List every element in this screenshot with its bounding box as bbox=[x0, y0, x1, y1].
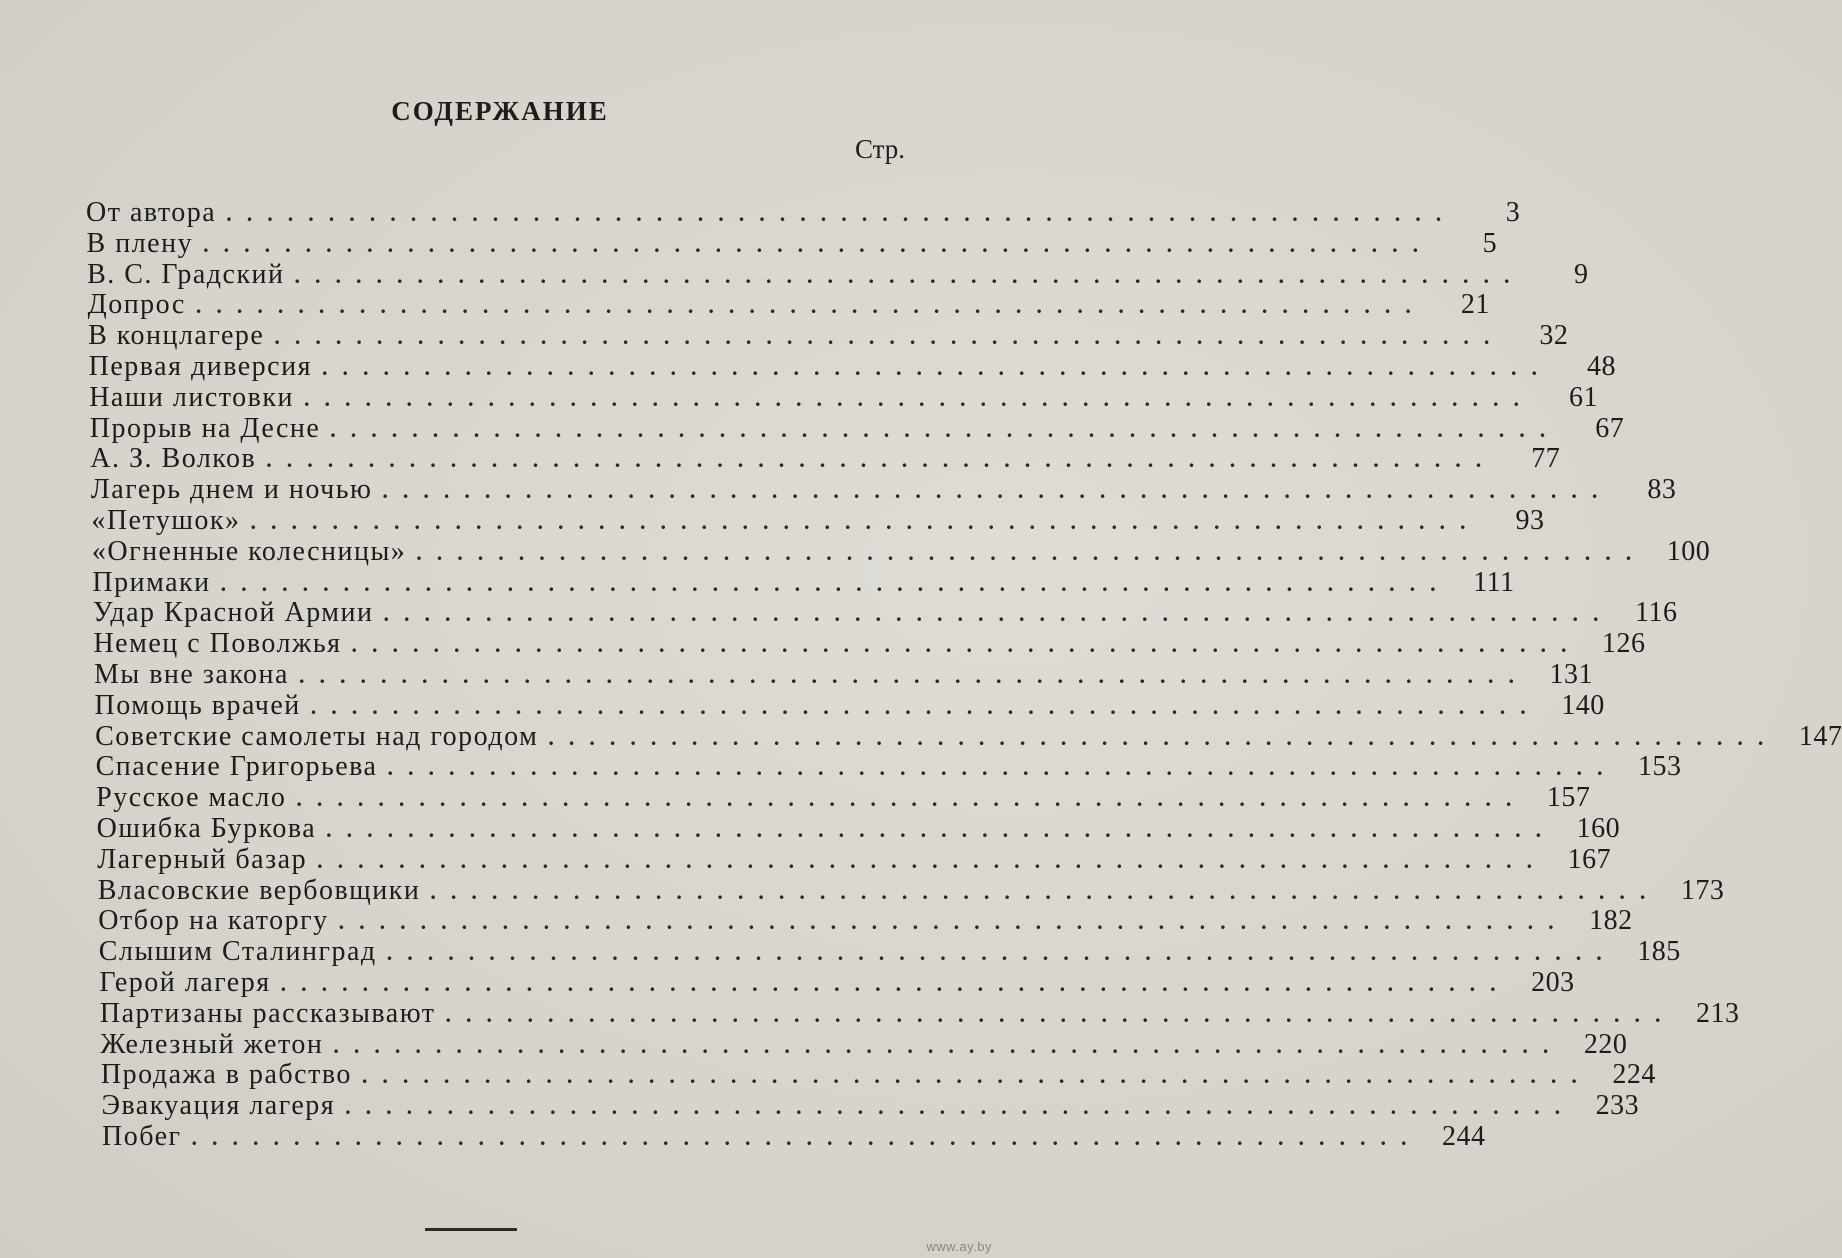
toc-entry-page: 61 bbox=[1568, 381, 1598, 413]
toc-entry-title: Допрос bbox=[87, 289, 186, 321]
dot-leader: ............................................................ bbox=[330, 416, 1561, 442]
toc-entry-page: 233 bbox=[1595, 1090, 1640, 1122]
toc-entry-title: Удар Красной Армии bbox=[92, 597, 374, 629]
toc-entry bbox=[86, 197, 1521, 228]
toc-entry bbox=[100, 1028, 1628, 1060]
toc-entry-page: 3 bbox=[1505, 197, 1521, 228]
toc-entry bbox=[90, 443, 1561, 475]
dot-leader: ............................................................ bbox=[250, 509, 1481, 534]
toc-entry bbox=[93, 628, 1646, 660]
dot-leader: ............................................................ bbox=[416, 539, 1647, 565]
toc-entry-page: 83 bbox=[1647, 474, 1677, 506]
toc-entry-title: «Петушок» bbox=[91, 505, 241, 536]
toc-entry bbox=[88, 320, 1569, 352]
toc-entry bbox=[89, 381, 1598, 413]
toc-entry-page: 244 bbox=[1442, 1121, 1486, 1152]
dot-leader: ............................................................ bbox=[274, 324, 1505, 350]
toc-entry-page: 140 bbox=[1561, 689, 1605, 721]
site-watermark: www.ay.by bbox=[926, 1239, 992, 1254]
dot-leader: ............................................................ bbox=[220, 570, 1451, 596]
toc-entry bbox=[96, 813, 1621, 844]
bottom-rule bbox=[425, 1228, 517, 1231]
toc-entry-title: Лагерный базар bbox=[97, 843, 308, 875]
toc-entry-page: 167 bbox=[1567, 843, 1612, 875]
toc-entry-page: 224 bbox=[1612, 1059, 1656, 1091]
toc-entry-title: Партизаны рассказывают bbox=[99, 997, 436, 1029]
toc-entry bbox=[99, 997, 1740, 1029]
toc-entry bbox=[94, 659, 1593, 690]
toc-entry-title: В концлагере bbox=[88, 320, 265, 352]
toc-entry-title: Продажа в рабство bbox=[100, 1059, 352, 1091]
dot-leader: ............................................................ bbox=[345, 1094, 1576, 1120]
toc-entry-page: 157 bbox=[1546, 782, 1591, 814]
toc-entry-page: 147 bbox=[1798, 720, 1842, 752]
toc-entry bbox=[89, 412, 1625, 444]
dot-leader: ............................................................ bbox=[430, 878, 1661, 904]
page-column-label: Стр. bbox=[854, 134, 905, 164]
toc-entry-page: 93 bbox=[1515, 505, 1545, 536]
toc-entry-title: Отбор на каторгу bbox=[98, 905, 329, 937]
toc-entry-title: Власовские вербовщики bbox=[97, 874, 421, 906]
dot-leader: ............................................................ bbox=[191, 1125, 1422, 1150]
toc-entry-title: Эвакуация лагеря bbox=[101, 1090, 336, 1122]
dot-leader: ............................................................ bbox=[303, 385, 1534, 411]
toc-entry bbox=[86, 227, 1498, 259]
toc-entry-page: 32 bbox=[1539, 320, 1569, 352]
toc-entry-page: 213 bbox=[1695, 997, 1740, 1029]
toc-entry-page: 116 bbox=[1635, 597, 1678, 629]
toc-entry-title: Лагерь днем и ночью bbox=[90, 474, 373, 506]
page-title: СОДЕРЖАНИЕ bbox=[391, 96, 609, 126]
toc-entry bbox=[92, 597, 1678, 629]
toc-entry-page: 182 bbox=[1589, 905, 1633, 937]
toc-entry bbox=[91, 505, 1545, 536]
toc-entry-title: Советские самолеты над городом bbox=[95, 720, 539, 752]
toc-entry bbox=[98, 905, 1633, 937]
toc-entry bbox=[92, 566, 1515, 598]
toc-entry-title: Наши листовки bbox=[89, 381, 294, 413]
toc-entry-page: 48 bbox=[1586, 351, 1616, 382]
dot-leader: ............................................................ bbox=[361, 1063, 1592, 1089]
toc-entry bbox=[87, 289, 1490, 321]
toc-entry bbox=[95, 720, 1842, 752]
toc-entry bbox=[98, 936, 1681, 968]
toc-entry-title: В плену bbox=[86, 227, 194, 259]
dot-leader: ............................................................ bbox=[548, 724, 1779, 750]
toc-entry-title: Железный жетон bbox=[100, 1028, 324, 1060]
toc-entry-title: Спасение Григорьева bbox=[95, 751, 378, 783]
toc-entry bbox=[101, 1090, 1640, 1122]
dot-leader: ............................................................ bbox=[321, 355, 1552, 380]
toc-entry-title: Прорыв на Десне bbox=[89, 412, 321, 444]
toc-entry-title: Слышим Сталинград bbox=[98, 936, 377, 968]
toc-entry-page: 173 bbox=[1680, 874, 1725, 906]
toc-entry bbox=[96, 782, 1591, 814]
toc-entry-page: 100 bbox=[1666, 535, 1711, 567]
toc-entry-page: 21 bbox=[1460, 289, 1490, 321]
toc-entry-title: Русское масло bbox=[96, 782, 287, 814]
dot-leader: ............................................................ bbox=[445, 1001, 1676, 1027]
toc-entry-page: 77 bbox=[1531, 443, 1561, 475]
dot-leader: ............................................................ bbox=[333, 1032, 1564, 1058]
toc-entry bbox=[100, 1059, 1656, 1091]
toc-entry-title: Мы вне закона bbox=[94, 659, 289, 690]
toc-entry bbox=[97, 874, 1725, 906]
toc-entry-page: 185 bbox=[1637, 936, 1681, 968]
dot-leader: ............................................................ bbox=[317, 847, 1548, 873]
dot-leader: ............................................................ bbox=[338, 909, 1569, 935]
toc-entry-page: 131 bbox=[1549, 659, 1593, 690]
dot-leader: ............................................................ bbox=[298, 663, 1529, 688]
toc-entry bbox=[97, 843, 1612, 875]
toc-entry-page: 5 bbox=[1482, 227, 1498, 259]
toc-entry-page: 203 bbox=[1531, 967, 1575, 998]
toc-entry bbox=[102, 1121, 1486, 1152]
toc-entry bbox=[95, 751, 1682, 783]
toc-entry-title: Помощь врачей bbox=[94, 689, 301, 721]
toc-entry-title: «Огненные колесницы» bbox=[91, 535, 407, 567]
toc-entry bbox=[88, 351, 1616, 382]
dot-leader: ............................................................ bbox=[382, 478, 1613, 504]
toc-entry-title: А. З. Волков bbox=[90, 443, 257, 475]
dot-leader: ............................................................ bbox=[387, 755, 1618, 781]
dot-leader: ............................................................ bbox=[203, 231, 1434, 257]
toc-entry bbox=[99, 967, 1575, 998]
toc-entry-page: 126 bbox=[1602, 628, 1646, 660]
dot-leader: ............................................................ bbox=[195, 293, 1426, 319]
toc-entry-title: От автора bbox=[86, 197, 217, 228]
toc-entry-title: Примаки bbox=[92, 566, 211, 598]
dot-leader: ............................................................ bbox=[351, 632, 1582, 658]
dot-leader: ............................................................ bbox=[326, 817, 1557, 842]
toc-entry-page: 9 bbox=[1574, 258, 1589, 290]
toc-entry-page: 111 bbox=[1473, 566, 1515, 598]
toc-entry-title: Первая диверсия bbox=[88, 351, 312, 382]
toc-entry-page: 220 bbox=[1583, 1028, 1628, 1060]
dot-leader: ............................................................ bbox=[296, 786, 1527, 812]
toc-entry-title: Герой лагеря bbox=[99, 967, 271, 998]
dot-leader: ............................................................ bbox=[386, 940, 1617, 966]
dot-leader: ............................................................ bbox=[280, 971, 1511, 996]
toc-entry bbox=[87, 258, 1589, 290]
dot-leader: ............................................................ bbox=[294, 262, 1525, 288]
toc-entry bbox=[90, 474, 1677, 506]
dot-leader: ............................................................ bbox=[310, 693, 1541, 719]
dot-leader: ............................................................ bbox=[266, 447, 1497, 473]
toc-entry bbox=[91, 535, 1711, 567]
toc-entry bbox=[94, 689, 1605, 721]
toc-entry-title: Ошибка Буркова bbox=[96, 813, 317, 844]
toc-entry-page: 67 bbox=[1595, 412, 1625, 444]
toc-entry-page: 160 bbox=[1576, 813, 1621, 844]
dot-leader: ............................................................ bbox=[383, 601, 1614, 627]
toc-entry-title: Побег bbox=[102, 1121, 182, 1152]
dot-leader: ............................................................ bbox=[226, 201, 1457, 226]
toc-entry-title: В. С. Градский bbox=[87, 258, 285, 290]
toc-entry-page: 153 bbox=[1637, 751, 1682, 783]
toc-entry-title: Немец с Поволжья bbox=[93, 628, 342, 660]
